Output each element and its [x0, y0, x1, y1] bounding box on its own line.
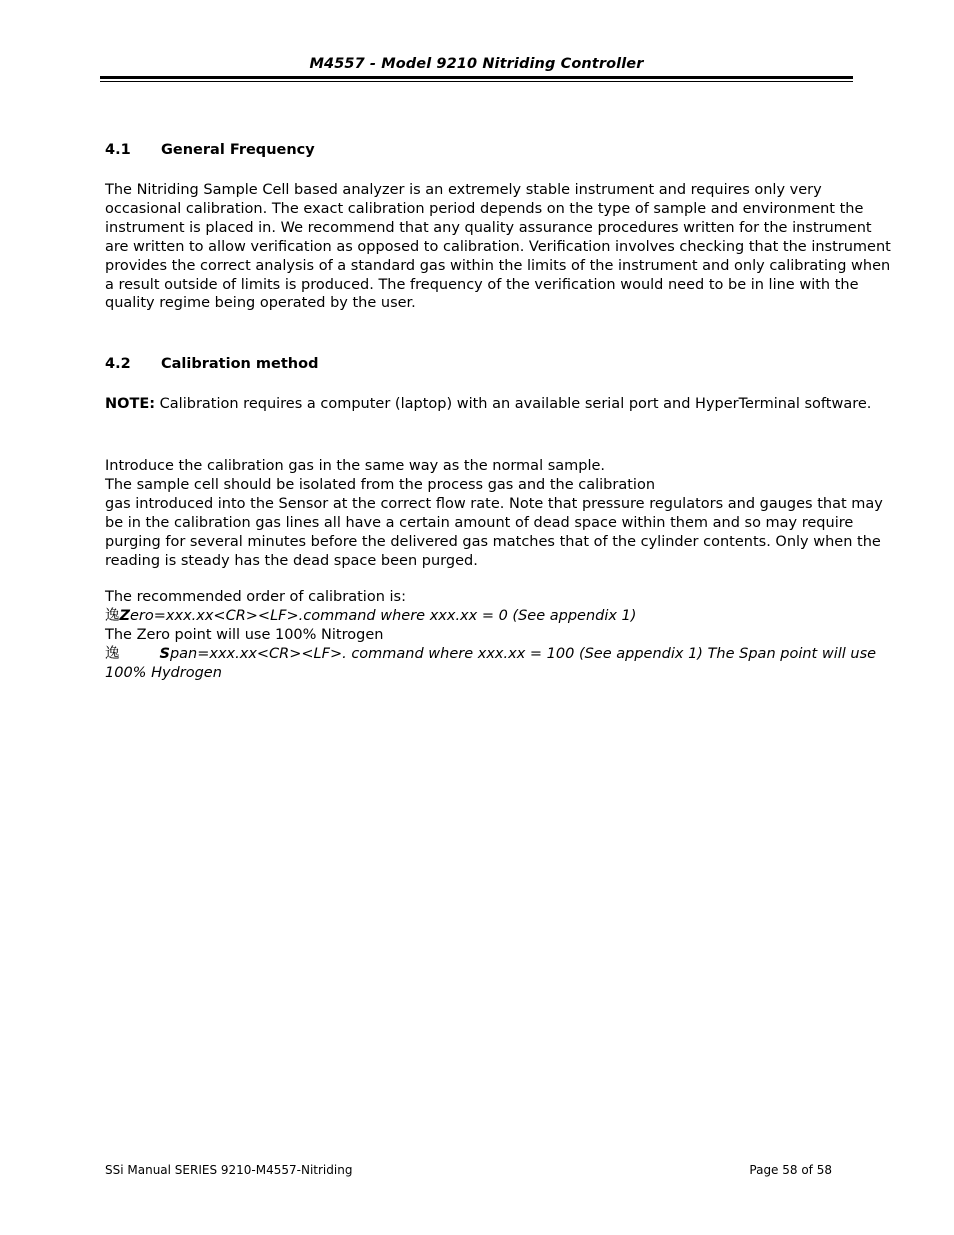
note-text: Calibration requires a computer (laptop) with an available serial port and HyperTerminal software.	[155, 396, 872, 412]
bullet-glyph: 逸	[105, 607, 120, 624]
section-title: General Frequency	[161, 142, 315, 158]
calibration-order	[105, 588, 876, 683]
text-line: be in the calibration gas lines all have a certain amount of dead space within them and so may require	[105, 514, 854, 531]
bullet-glyph: 逸	[105, 645, 120, 662]
section-title: Calibration method	[161, 356, 319, 372]
paragraph-calibration-intro	[105, 457, 883, 570]
section-heading-4-2	[105, 356, 318, 372]
footer-manual-name: SSi Manual SERIES 9210-M4557-Nitriding	[105, 1163, 353, 1177]
text-line: occasional calibration. The exact calibration period depends on the type of sample and environment the	[105, 200, 864, 217]
section-heading-4-1	[105, 142, 315, 158]
order-intro: The recommended order of calibration is:	[105, 589, 406, 605]
footer-page-number: Page 58 of 58	[749, 1163, 832, 1177]
section-number: 4.2	[105, 356, 131, 372]
text-line: Introduce the calibration gas in the same way as the normal sample.	[105, 458, 606, 474]
text-line: are written to allow verification as opposed to calibration. Verification involves checking that the instrument	[105, 238, 891, 255]
text-line: gas introduced into the Sensor at the correct flow rate. Note that pressure regulators and gauges that may	[105, 495, 883, 512]
paragraph-general-frequency	[105, 181, 891, 313]
note-label: NOTE:	[105, 396, 156, 412]
text-line: a result outside of limits is produced. The frequency of the verification would need to be in line with the	[105, 276, 859, 293]
text-line: instrument is placed in. We recommend that any quality assurance procedures written for the instrument	[105, 219, 872, 236]
text-line: quality regime being operated by the user.	[105, 295, 416, 312]
span-command: pan=xxx.xx<CR><LF>. command where xxx.xx = 100 (See appendix 1) The Span point will use	[169, 645, 877, 662]
zero-letter: Z	[119, 607, 131, 624]
span-command-continued: 100% Hydrogen	[105, 664, 222, 681]
zero-note: The Zero point will use 100% Nitrogen	[105, 626, 384, 643]
step-zero	[105, 607, 876, 626]
text-line: The sample cell should be isolated from the process gas and the calibration	[105, 476, 656, 493]
text-line: The Nitriding Sample Cell based analyzer is an extremely stable instrument and requires only very	[105, 182, 822, 198]
step-span	[105, 645, 876, 664]
note-paragraph	[105, 395, 871, 414]
zero-command: ero=xxx.xx<CR><LF>.command where xxx.xx = 0 (See appendix 1)	[130, 607, 637, 624]
span-letter: S	[159, 645, 170, 662]
section-number: 4.1	[105, 142, 131, 158]
header-rule-thin	[100, 81, 853, 82]
header-rule-thick	[100, 76, 853, 79]
text-line: purging for several minutes before the delivered gas matches that of the cylinder contents. Only when the	[105, 533, 881, 550]
text-line: reading is steady has the dead space been purged.	[105, 552, 478, 569]
text-line: provides the correct analysis of a standard gas within the limits of the instrument and only calibrating when	[105, 257, 891, 274]
header-title: M4557 - Model 9210 Nitriding Controller	[309, 56, 644, 72]
